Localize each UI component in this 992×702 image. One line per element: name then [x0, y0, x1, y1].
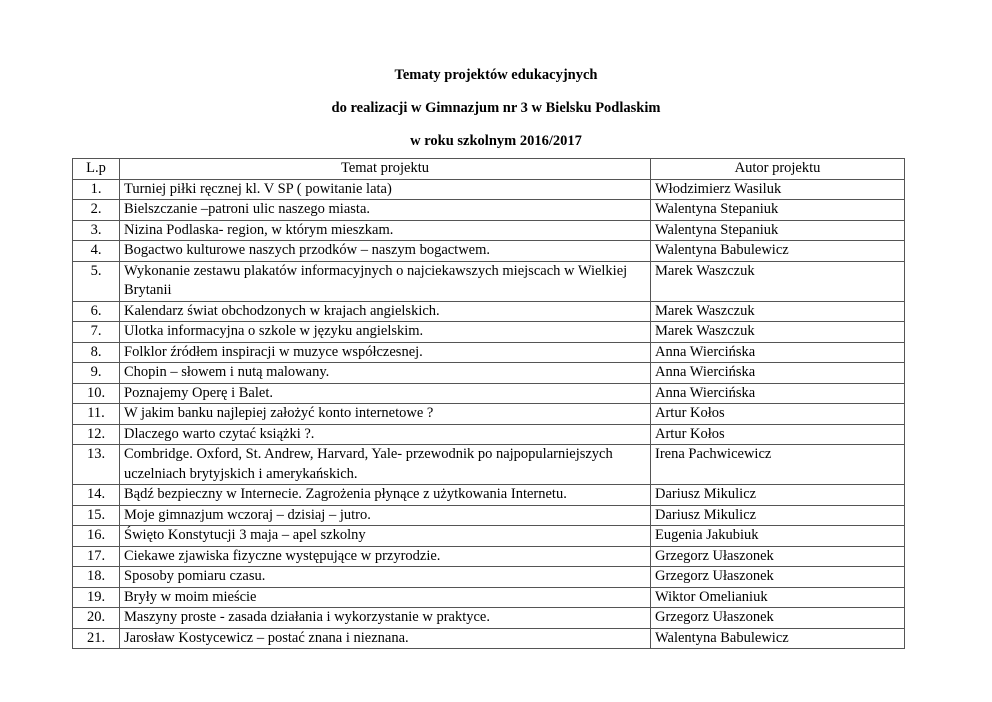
row-topic: Bogactwo kulturowe naszych przodków – naszym bogactwem. [120, 241, 651, 262]
row-number: 5. [73, 261, 120, 301]
row-topic: Combridge. Oxford, St. Andrew, Harvard, Yale- przewodnik po najpopularniejszych uczelniach brytyjskich i amerykańskich. [120, 445, 651, 485]
row-topic: Jarosław Kostycewicz – postać znana i nieznana. [120, 628, 651, 649]
row-number: 17. [73, 546, 120, 567]
table-row [73, 587, 905, 608]
table-row [73, 404, 905, 425]
row-number: 2. [73, 200, 120, 221]
table-row [73, 322, 905, 343]
row-author: Marek Waszczuk [651, 301, 905, 322]
row-topic: Moje gimnazjum wczoraj – dzisiaj – jutro. [120, 505, 651, 526]
row-topic: W jakim banku najlepiej założyć konto internetowe ? [120, 404, 651, 425]
row-author: Eugenia Jakubiuk [651, 526, 905, 547]
table-row [73, 179, 905, 200]
row-topic: Kalendarz świat obchodzonych w krajach angielskich. [120, 301, 651, 322]
row-topic: Poznajemy Operę i Balet. [120, 383, 651, 404]
row-topic: Turniej piłki ręcznej kl. V SP ( powitanie lata) [120, 179, 651, 200]
row-number: 15. [73, 505, 120, 526]
row-author: Walentyna Babulewicz [651, 628, 905, 649]
document-title-line-1: Tematy projektów edukacyjnych [394, 67, 598, 83]
row-number: 1. [73, 179, 120, 200]
row-topic: Dlaczego warto czytać książki ?. [120, 424, 651, 445]
row-number: 18. [73, 567, 120, 588]
row-topic: Chopin – słowem i nutą malowany. [120, 363, 651, 384]
table-row [73, 301, 905, 322]
projects-table [72, 158, 905, 649]
row-author: Grzegorz Ułaszonek [651, 546, 905, 567]
row-author: Walentyna Stepaniuk [651, 200, 905, 221]
row-number: 12. [73, 424, 120, 445]
row-author: Anna Wiercińska [651, 342, 905, 363]
row-author: Walentyna Stepaniuk [651, 220, 905, 241]
row-number: 3. [73, 220, 120, 241]
row-number: 13. [73, 445, 120, 485]
row-topic: Nizina Podlaska- region, w którym mieszkam. [120, 220, 651, 241]
column-header-topic: Temat projektu [120, 159, 651, 180]
row-number: 20. [73, 608, 120, 629]
row-number: 16. [73, 526, 120, 547]
table-row [73, 485, 905, 506]
column-header-number: L.p [73, 159, 120, 180]
table-row [73, 363, 905, 384]
column-header-author: Autor projektu [651, 159, 905, 180]
row-author: Włodzimierz Wasiluk [651, 179, 905, 200]
row-topic: Bielszczanie –patroni ulic naszego miasta. [120, 200, 651, 221]
row-author: Marek Waszczuk [651, 261, 905, 301]
row-number: 6. [73, 301, 120, 322]
row-number: 19. [73, 587, 120, 608]
document-title-line-2: do realizacji w Gimnazjum nr 3 w Bielsku Podlaskim [331, 100, 661, 116]
row-topic: Sposoby pomiaru czasu. [120, 567, 651, 588]
row-topic: Bryły w moim mieście [120, 587, 651, 608]
table-row [73, 608, 905, 629]
table-row [73, 445, 905, 485]
row-topic: Ulotka informacyjna o szkole w języku angielskim. [120, 322, 651, 343]
row-topic: Bądź bezpieczny w Internecie. Zagrożenia płynące z użytkowania Internetu. [120, 485, 651, 506]
row-author: Dariusz Mikulicz [651, 485, 905, 506]
row-topic: Maszyny proste - zasada działania i wykorzystanie w praktyce. [120, 608, 651, 629]
document-title-line-3: w roku szkolnym 2016/2017 [410, 133, 582, 149]
table-row [73, 241, 905, 262]
table-row [73, 546, 905, 567]
row-author: Anna Wiercińska [651, 363, 905, 384]
row-number: 10. [73, 383, 120, 404]
row-topic: Wykonanie zestawu plakatów informacyjnych o najciekawszych miejscach w Wielkiej Brytanii [120, 261, 651, 301]
row-author: Anna Wiercińska [651, 383, 905, 404]
table-row [73, 628, 905, 649]
row-topic: Folklor źródłem inspiracji w muzyce współczesnej. [120, 342, 651, 363]
row-author: Walentyna Babulewicz [651, 241, 905, 262]
table-row [73, 342, 905, 363]
table-row [73, 505, 905, 526]
table-row [73, 220, 905, 241]
row-number: 9. [73, 363, 120, 384]
row-number: 4. [73, 241, 120, 262]
table-row [73, 383, 905, 404]
row-author: Grzegorz Ułaszonek [651, 608, 905, 629]
row-number: 7. [73, 322, 120, 343]
row-number: 14. [73, 485, 120, 506]
row-author: Grzegorz Ułaszonek [651, 567, 905, 588]
row-number: 21. [73, 628, 120, 649]
table-row [73, 567, 905, 588]
row-author: Dariusz Mikulicz [651, 505, 905, 526]
row-topic: Święto Konstytucji 3 maja – apel szkolny [120, 526, 651, 547]
row-author: Artur Kołos [651, 424, 905, 445]
row-author: Irena Pachwicewicz [651, 445, 905, 485]
row-author: Wiktor Omelianiuk [651, 587, 905, 608]
row-author: Artur Kołos [651, 404, 905, 425]
table-row [73, 200, 905, 221]
row-number: 11. [73, 404, 120, 425]
row-number: 8. [73, 342, 120, 363]
table-row [73, 526, 905, 547]
table-row [73, 424, 905, 445]
row-author: Marek Waszczuk [651, 322, 905, 343]
table-header-row [73, 159, 905, 180]
table-row [73, 261, 905, 301]
row-topic: Ciekawe zjawiska fizyczne występujące w przyrodzie. [120, 546, 651, 567]
